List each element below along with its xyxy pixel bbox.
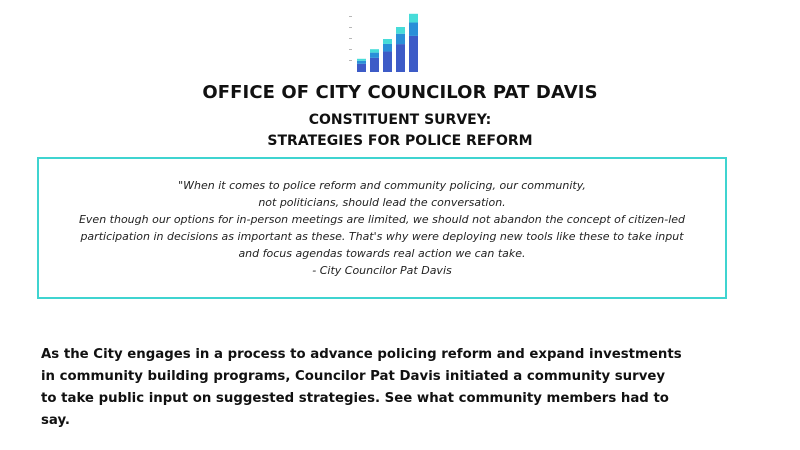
logo-bar <box>357 64 366 72</box>
logo-bars <box>357 14 418 72</box>
logo-bar <box>370 49 379 52</box>
logo-bar <box>383 39 392 44</box>
logo-bar <box>370 53 379 58</box>
logo-bar <box>409 23 418 36</box>
logo-bar <box>396 27 405 34</box>
survey-title <box>0 110 800 152</box>
logo-bar <box>383 52 392 72</box>
logo-bar <box>396 34 405 44</box>
logo-bar <box>409 14 418 23</box>
quote-attribution: - City Councilor Pat Davis <box>312 264 452 277</box>
quote-line: "When it comes to police reform and community policing, our community, <box>178 179 586 192</box>
intro-line: As the City engages in a process to advance policing reform and expand investments <box>41 347 682 362</box>
quote-line: participation in decisions as important as these. That's why were deploying new tools like these to take input <box>80 230 684 243</box>
intro-line: to take public input on suggested strategies. See what community members had to <box>41 391 669 406</box>
survey-title-line2: STRATEGIES FOR POLICE REFORM <box>267 133 533 149</box>
logo-bar <box>383 44 392 52</box>
logo-bar <box>396 44 405 72</box>
quote-box <box>37 157 727 299</box>
quote-line: Even though our options for in-person meetings are limited, we should not abandon the concept of citizen-led <box>78 213 686 226</box>
survey-title-line1: CONSTITUENT SURVEY: <box>308 112 492 128</box>
quote-line: not politicians, should lead the conversation. <box>258 196 506 209</box>
intro-line: say. <box>41 413 70 428</box>
logo-axis-ticks <box>349 16 352 61</box>
intro-paragraph <box>41 344 771 432</box>
logo-bar <box>357 61 366 64</box>
bar-chart-icon <box>349 10 421 74</box>
quote-text <box>39 177 725 279</box>
logo-bar <box>370 58 379 72</box>
quote-line: and focus agendas towards real action we can take. <box>238 247 526 260</box>
intro-line: in community building programs, Councilor Pat Davis initiated a community survey <box>41 369 666 384</box>
page-title: OFFICE OF CITY COUNCILOR PAT DAVIS <box>202 82 598 103</box>
logo-bar <box>357 59 366 61</box>
logo-bar <box>409 36 418 72</box>
